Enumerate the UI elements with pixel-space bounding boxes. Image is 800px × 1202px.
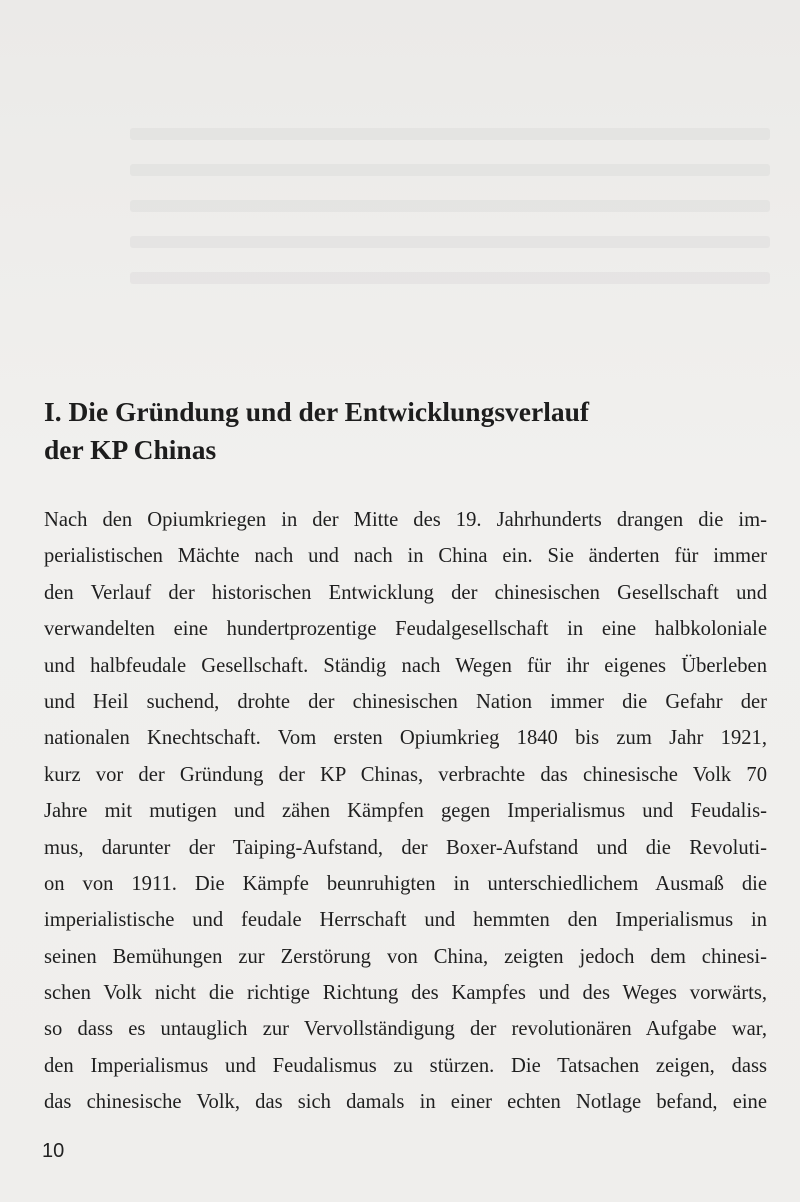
text-line: perialistischen Mächte nach und nach in China ein. Sie änderten für immer <box>44 545 767 568</box>
text-line: und halbfeudale Gesellschaft. Ständig nach Wegen für ihr eigenes Überleben <box>44 654 767 677</box>
text-line: das chinesische Volk, das sich damals in einer echten Notlage befand, eine <box>44 1091 767 1114</box>
text-line: seinen Bemühungen zur Zerstörung von China, zeigten jedoch dem chinesi- <box>44 945 767 968</box>
text-line: so dass es untauglich zur Vervollständigung der revolutionären Aufgabe war, <box>44 1018 767 1041</box>
text-line: und Heil suchend, drohte der chinesischen Nation immer die Gefahr der <box>44 690 767 713</box>
text-line: nationalen Knechtschaft. Vom ersten Opiumkrieg 1840 bis zum Jahr 1921, <box>44 727 767 750</box>
text-line: Nach den Opiumkriegen in der Mitte des 19. Jahrhunderts drangen die im- <box>44 509 767 531</box>
bleed-through-line <box>130 200 770 212</box>
text-line: den Verlauf der historischen Entwicklung der chinesischen Gesellschaft und <box>44 581 767 604</box>
text-line: mus, darunter der Taiping-Aufstand, der Boxer-Aufstand und die Revoluti- <box>44 836 767 859</box>
text-line: den Imperialismus und Feudalismus zu stürzen. Die Tatsachen zeigen, dass <box>44 1054 767 1077</box>
page-number: 10 <box>42 1140 65 1162</box>
bleed-through-line <box>130 236 770 248</box>
text-line: Jahre mit mutigen und zähen Kämpfen gegen Imperialismus und Feudalis- <box>44 800 767 823</box>
text-line: schen Volk nicht die richtige Richtung des Kampfes und des Weges vorwärts, <box>44 982 767 1005</box>
text-line: on von 1911. Die Kämpfe beunruhigten in unterschiedlichem Ausmaß die <box>44 872 767 895</box>
section-heading-line-1: I. Die Gründung und der Entwicklungsverlauf <box>44 396 590 427</box>
body-paragraph <box>44 502 767 1121</box>
bleed-through-line <box>130 272 770 284</box>
text-line: verwandelten eine hundertprozentige Feudalgesellschaft in eine halbkoloniale <box>44 618 767 641</box>
section-heading-line-2: der KP Chinas <box>44 434 217 465</box>
text-line: imperialistische und feudale Herrschaft und hemmten den Imperialismus in <box>44 909 767 932</box>
section-heading <box>44 393 764 469</box>
bleed-through-line <box>130 128 770 140</box>
bleed-through-line <box>130 164 770 176</box>
text-line: kurz vor der Gründung der KP Chinas, verbrachte das chinesische Volk 70 <box>44 763 767 786</box>
